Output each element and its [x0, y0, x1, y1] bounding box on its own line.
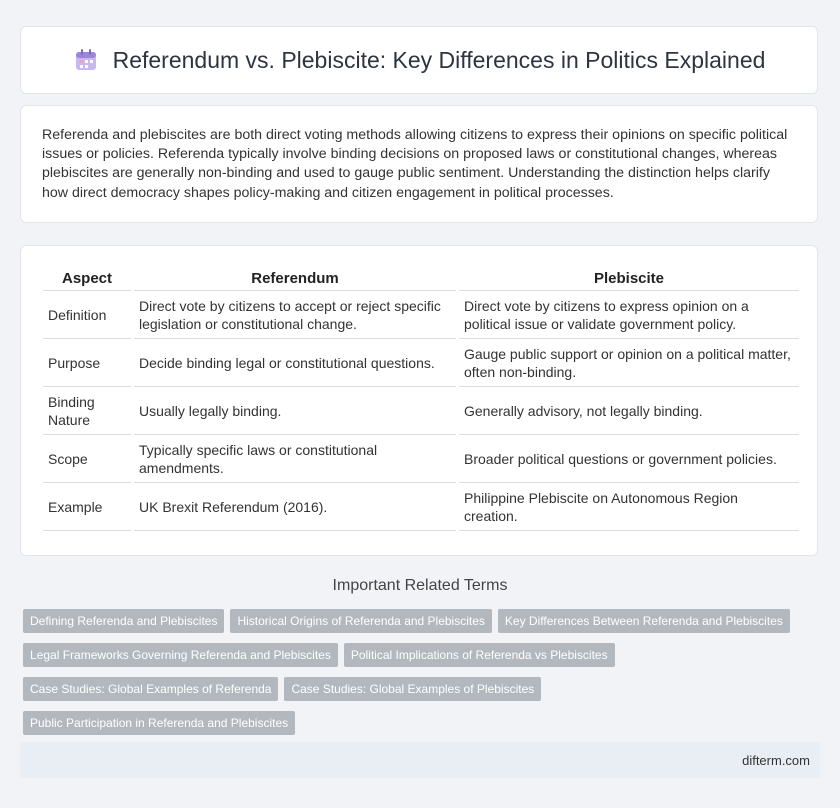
related-terms-title: Important Related Terms	[332, 577, 508, 594]
related-term-tag[interactable]: Defining Referenda and Plebiscites	[23, 609, 224, 633]
referendum-cell: Typically specific laws or constitutional amendments.	[134, 435, 456, 483]
related-term-tag[interactable]: Case Studies: Global Examples of Plebiscites	[284, 677, 541, 701]
intro-card	[20, 105, 818, 223]
referendum-cell: UK Brexit Referendum (2016).	[134, 483, 456, 531]
page-title: Referendum vs. Plebiscite: Key Differences in Politics Explained	[112, 46, 766, 73]
table-row	[43, 339, 799, 387]
referendum-cell: Decide binding legal or constitutional questions.	[134, 339, 456, 387]
table-header-row	[43, 266, 799, 291]
related-term-tag[interactable]: Legal Frameworks Governing Referenda and Plebiscites	[23, 643, 338, 667]
page-footer	[20, 742, 820, 778]
referendum-cell: Usually legally binding.	[134, 387, 456, 435]
plebiscite-cell: Generally advisory, not legally binding.	[459, 387, 799, 435]
footer-site-link[interactable]: difterm.com	[742, 752, 810, 768]
aspect-cell: Example	[43, 483, 131, 531]
page-header	[20, 26, 818, 94]
related-term-tag[interactable]: Key Differences Between Referenda and Plebiscites	[498, 609, 790, 633]
calendar-icon	[73, 47, 99, 73]
referendum-cell: Direct vote by citizens to accept or reject specific legislation or constitutional change.	[134, 291, 456, 339]
aspect-cell: Scope	[43, 435, 131, 483]
table-row	[43, 291, 799, 339]
header-referendum: Referendum	[134, 266, 456, 291]
related-term-tag[interactable]: Political Implications of Referenda vs Plebiscites	[344, 643, 615, 667]
table-row	[43, 387, 799, 435]
aspect-cell: Definition	[43, 291, 131, 339]
related-term-tag[interactable]: Historical Origins of Referenda and Plebiscites	[230, 609, 491, 633]
header-plebiscite: Plebiscite	[459, 266, 799, 291]
comparison-table	[40, 266, 802, 531]
table-row	[43, 483, 799, 531]
plebiscite-cell: Broader political questions or government policies.	[459, 435, 799, 483]
intro-text: Referenda and plebiscites are both direct voting methods allowing citizens to express their opinions on specific political issues or policies. Referenda typically involve binding decisions on proposed laws or constitutional changes, whereas plebiscites are generally non-binding and used to gauge public sentiment. Understanding the distinction helps clarify how direct democracy shapes policy-making and citizen engagement in political processes.	[42, 127, 788, 201]
aspect-cell: Binding Nature	[43, 387, 131, 435]
table-row	[43, 435, 799, 483]
plebiscite-cell: Philippine Plebiscite on Autonomous Region creation.	[459, 483, 799, 531]
header-aspect: Aspect	[43, 266, 131, 291]
plebiscite-cell: Direct vote by citizens to express opinion on a political issue or validate government policy.	[459, 291, 799, 339]
aspect-cell: Purpose	[43, 339, 131, 387]
related-term-tag[interactable]: Public Participation in Referenda and Plebiscites	[23, 711, 295, 735]
comparison-card	[20, 245, 818, 556]
related-term-tag[interactable]: Case Studies: Global Examples of Referenda	[23, 677, 278, 701]
plebiscite-cell: Gauge public support or opinion on a political matter, often non-binding.	[459, 339, 799, 387]
